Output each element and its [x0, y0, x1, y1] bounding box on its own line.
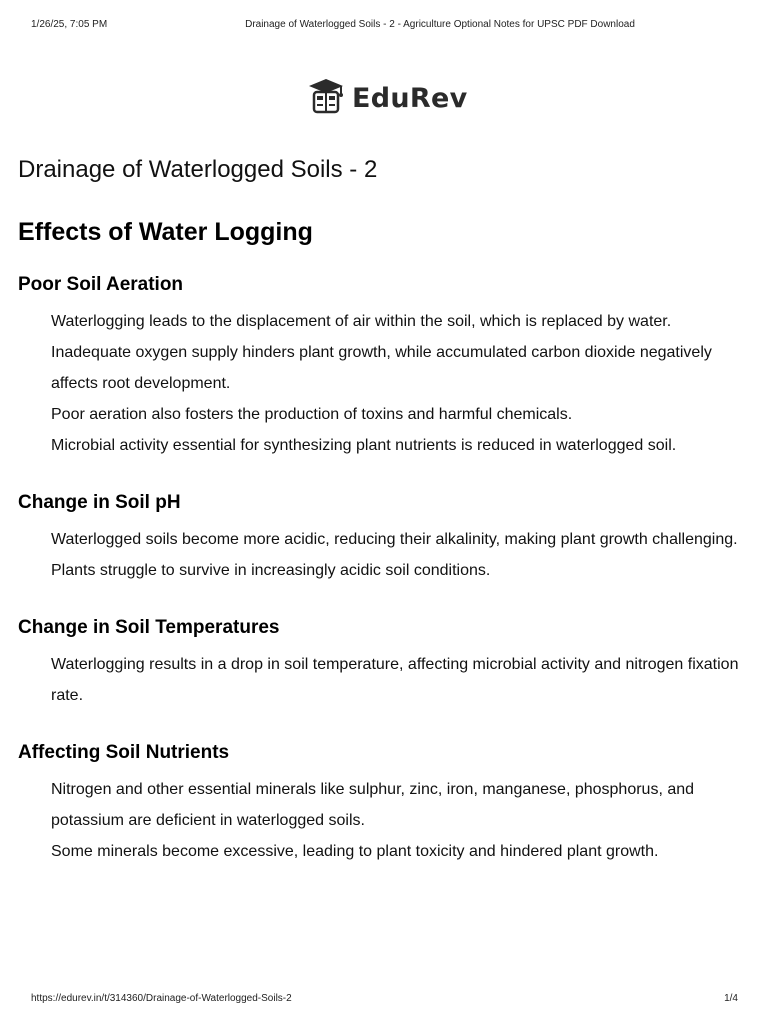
paragraph: Inadequate oxygen supply hinders plant growth, while accumulated carbon dioxide negatively affects root development.	[51, 344, 712, 392]
edurev-logo[interactable]	[306, 76, 468, 120]
paragraph: Waterlogging results in a drop in soil temperature, affecting microbial activity and nitrogen fixation rate.	[51, 656, 739, 704]
paragraph-list	[18, 774, 748, 867]
paragraph: Plants struggle to survive in increasingly acidic soil conditions.	[51, 562, 491, 579]
paragraph-list	[18, 649, 748, 711]
page-number: 1/4	[724, 993, 738, 1004]
print-url[interactable]: https://edurev.in/t/314360/Drainage-of-Waterlogged-Soils-2	[31, 993, 292, 1004]
subsection-poor-soil-aeration	[18, 270, 748, 461]
print-header	[0, 19, 768, 33]
subsection-title: Change in Soil pH	[18, 492, 181, 513]
print-date: 1/26/25, 7:05 PM	[31, 19, 108, 30]
subsection-title: Change in Soil Temperatures	[18, 617, 280, 638]
edurev-logo-icon	[306, 76, 346, 121]
subsection-change-in-soil-temperatures	[18, 613, 748, 711]
paragraph: Waterlogged soils become more acidic, reducing their alkalinity, making plant growth challenging.	[51, 531, 738, 548]
paragraph: Poor aeration also fosters the production of toxins and harmful chemicals.	[51, 406, 573, 423]
subsection-title: Poor Soil Aeration	[18, 274, 184, 295]
subsection-title: Affecting Soil Nutrients	[18, 742, 230, 763]
document-content	[18, 150, 748, 867]
section-title: Effects of Water Logging	[18, 218, 313, 246]
edurev-logo-text: EduRev	[352, 82, 468, 114]
print-doc-title: Drainage of Waterlogged Soils - 2 - Agriculture Optional Notes for UPSC PDF Download	[245, 19, 635, 30]
subsection-change-in-soil-ph	[18, 488, 748, 586]
page-title: Drainage of Waterlogged Soils - 2	[18, 156, 378, 183]
paragraph-list	[18, 306, 748, 461]
paragraph: Microbial activity essential for synthesizing plant nutrients is reduced in waterlogged soil.	[51, 437, 677, 454]
subsection-affecting-soil-nutrients	[18, 738, 748, 867]
paragraph-list	[18, 524, 748, 586]
paragraph: Some minerals become excessive, leading to plant toxicity and hindered plant growth.	[51, 843, 659, 860]
paragraph: Waterlogging leads to the displacement of air within the soil, which is replaced by water.	[51, 313, 672, 330]
paragraph: Nitrogen and other essential minerals like sulphur, zinc, iron, manganese, phosphorus, and potassium are deficient in waterlogged soils.	[51, 781, 695, 829]
